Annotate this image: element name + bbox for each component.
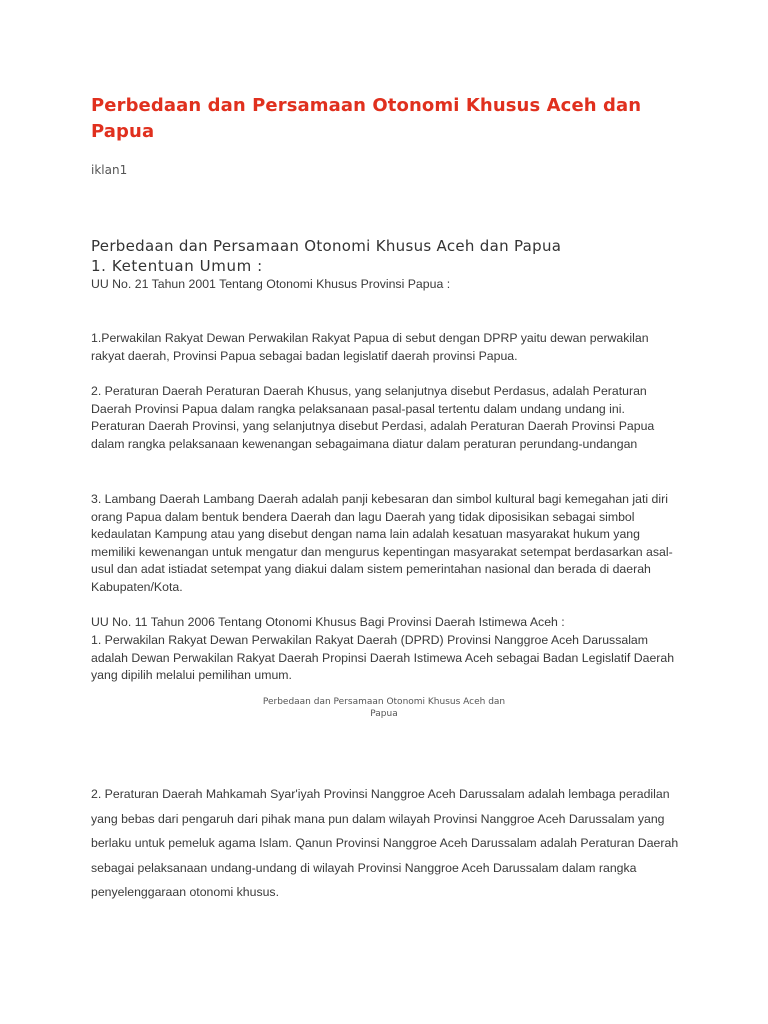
document-title: Perbedaan dan Persamaan Otonomi Khusus Aceh dan Papua xyxy=(91,95,642,142)
papua-item-3: 3. Lambang Daerah Lambang Daerah adalah panji kebesaran dan simbol kultural bagi kemegahan jati diri orang Papua dalam bentuk bendera Daerah dan lagu Daerah yang tidak diposisikan sebagai simbol kedaulatan Kampung atau yang disebut dengan nama lain adalah kesatuan masyarakat hukum yang memiliki kewenangan untuk mengatur dan mengurus kepentingan masyarakat setempat berdasarkan asal-usul dan adat istiadat setempat yang diakui dalam sistem pemerintahan nasional dan berada di daerah Kabupaten/Kota. xyxy=(91,492,673,594)
footer-caption: Perbedaan dan Persamaan Otonomi Khusus Aceh dan Papua xyxy=(262,697,506,719)
ad-label: iklan1 xyxy=(91,163,128,177)
papua-item-1: 1.Perwakilan Rakyat Dewan Perwakilan Rakyat Papua di sebut dengan DPRP yaitu dewan perwakilan rakyat daerah, Provinsi Papua sebagai badan legislatif daerah provinsi Papua. xyxy=(91,331,649,363)
aceh-item-1: 1. Perwakilan Rakyat Dewan Perwakilan Rakyat Daerah (DPRD) Provinsi Nanggroe Aceh Darussalam adalah Dewan Perwakilan Rakyat Daerah Propinsi Daerah Istimewa Aceh sebagai Badan Legislatif Daerah yang dipilih melalui pemilihan umum. xyxy=(91,633,675,682)
aceh-law-heading: UU No. 11 Tahun 2006 Tentang Otonomi Khusus Bagi Provinsi Daerah Istimewa Aceh : xyxy=(91,615,565,629)
papua-item-2: 2. Peraturan Daerah Peraturan Daerah Khusus, yang selanjutnya disebut Perdasus, adalah Peraturan Daerah Provinsi Papua dalam rangka pelaksanaan pasal-pasal tertentu dalam undang undang ini. Peraturan Daerah Provinsi, yang selanjutnya disebut Perdasi, adalah Peraturan Daerah Provinsi Papua dalam rangka pelaksanaan kewenangan sebagaimana diatur dalam peraturan perundang-undangan xyxy=(91,384,655,451)
section-heading: 1. Ketentuan Umum : xyxy=(91,257,263,275)
document-subtitle: Perbedaan dan Persamaan Otonomi Khusus Aceh dan Papua xyxy=(91,237,562,255)
aceh-item-2: 2. Peraturan Daerah Mahkamah Syar'iyah Provinsi Nanggroe Aceh Darussalam adalah lembaga peradilan yang bebas dari pengaruh dari pihak mana pun dalam wilayah Provinsi Nanggroe Aceh Darussalam yang berlaku untuk pemeluk agama Islam. Qanun Provinsi Nanggroe Aceh Darussalam adalah Peraturan Daerah sebagai pelaksanaan undang-undang di wilayah Provinsi Nanggroe Aceh Darussalam dalam rangka penyelenggaraan otonomi khusus. xyxy=(91,787,679,900)
papua-law-heading: UU No. 21 Tahun 2001 Tentang Otonomi Khusus Provinsi Papua : xyxy=(91,277,451,291)
